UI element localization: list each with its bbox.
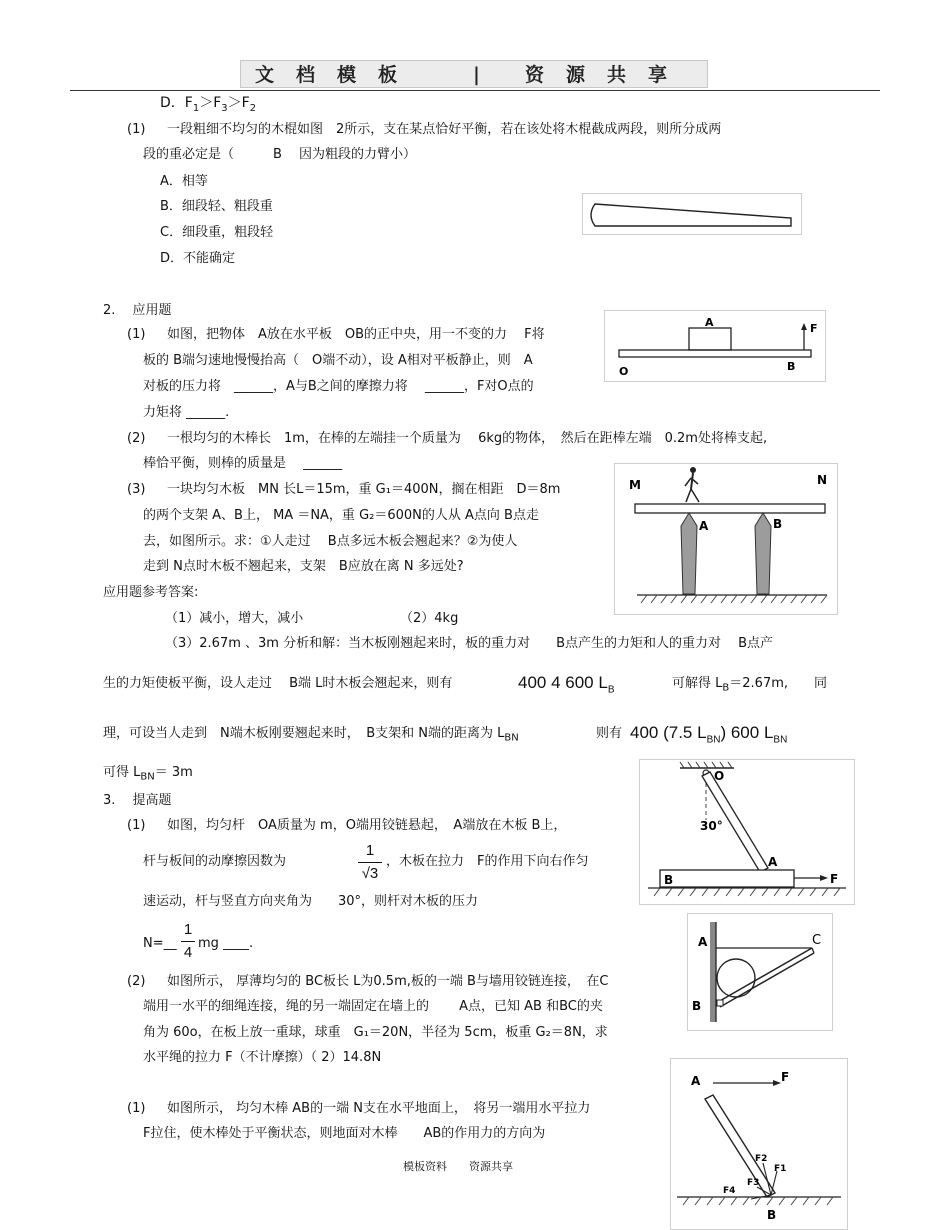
figure-bc-wall: [687, 913, 833, 1031]
s2-answer-3-eq2: [630, 723, 787, 746]
rod-label-o: O: [714, 769, 725, 783]
s1-q1-option-c: C．细段重，粗段轻: [160, 225, 274, 240]
s3-q1-answer-post: mg ____.: [198, 936, 254, 951]
s3-q2-line1: 如图所示， 厚薄均匀的 BC板长 L为0.5m,板的一端 B与墙用铰链连接， 在C: [167, 974, 609, 989]
plank-label-b: B: [773, 517, 783, 531]
ab-label-f4: F4: [723, 1186, 736, 1196]
friction-frac-bar: [358, 862, 382, 863]
friction-fraction: [358, 842, 382, 883]
eq1-sub: B: [607, 684, 615, 696]
s2-answer-3-line4: [103, 765, 193, 784]
s2-q2-num: (2): [127, 431, 146, 446]
answer-fraction: [181, 921, 195, 962]
rod-ab-drawing: [671, 1059, 847, 1229]
line4-sub: BN: [140, 771, 155, 783]
s3-q1-num: (1): [127, 818, 146, 833]
answer-frac-bar: [181, 941, 195, 942]
s2-q1-num: (1): [127, 327, 146, 342]
eq2b-text: ) 600 L: [720, 723, 774, 742]
bc-label-a: A: [698, 935, 708, 949]
prev-option-d: [160, 95, 256, 115]
s2-q1-line1: 如图，把物体 A放在水平板 OB的正中央，用一不变的力 F将: [167, 327, 545, 342]
s3-q2-line4: 水平绳的拉力 F（不计摩擦）（ 2）14.8N: [143, 1050, 382, 1065]
s2-answer-1: （1）减小，增大，减小: [165, 611, 304, 626]
page-footer: 模板资料 资源共享: [403, 1160, 513, 1173]
s3-q1-line2a: 杆与板间的动摩擦因数为: [143, 854, 287, 869]
header-banner: [240, 60, 708, 88]
board-label-o: O: [619, 365, 629, 378]
header-left-text: 文档模板: [255, 64, 420, 86]
s2-q1-line2: 板的 B端匀速地慢慢抬高（ O端不动），设 A相对平板静止，则 A: [143, 353, 533, 368]
s2-answer-3-line1: （3）2.67m 、3m 分析和解：当木板刚翘起来时，板的重力对 B点产生的力矩和人的重力对 B点产: [165, 636, 774, 651]
header-right-text: 资源共享: [525, 64, 690, 86]
s2-q3-line3: 去，如图所示。求：①人走过 B点多远木板会翘起来？②为使人: [143, 534, 518, 549]
figure-board-block: [604, 310, 826, 382]
bc-wall-drawing: [688, 914, 832, 1030]
eq2a-sub: BN: [706, 734, 721, 746]
s1-q1-option-b: B．细段轻、粗段重: [160, 199, 273, 214]
ab-label-f: F: [781, 1070, 790, 1084]
answer-frac-den: 4: [183, 944, 193, 961]
s3-q1-answer-pre: N=__: [143, 936, 177, 951]
rod-label-f: F: [830, 872, 839, 886]
friction-frac-den: √3: [361, 865, 379, 882]
prev-gt2: ＞F: [227, 95, 250, 111]
ab-label-b: B: [767, 1208, 777, 1222]
bc-label-c: C: [812, 933, 822, 948]
s2-q3-line1: 一块均匀木板 MN 长L＝15m，重 G₁＝400N，搁在相距 D＝8m: [167, 482, 561, 497]
s2-answer-3-line2b: [672, 676, 827, 695]
friction-frac-num: 1: [365, 842, 375, 859]
s3-q1-line3: 速运动，杆与竖直方向夹角为 30°，则杆对木板的压力: [143, 894, 479, 909]
s3-q1-line1: 如图，均匀杆 OA质量为 m，O端用铰链悬起， A端放在木板 B上，: [167, 818, 567, 833]
line4b-text: ＝ 3m: [154, 765, 193, 780]
board-label-a: A: [705, 316, 714, 329]
s3-q2-line2: 端用一水平的细绳连接，绳的另一端固定在墙上的 A点，已知 AB 和BC的夹: [143, 999, 603, 1014]
answer-frac-num: 1: [183, 921, 193, 938]
figure-plank-supports: [614, 463, 838, 615]
prev-f1-sub: 1: [192, 102, 200, 114]
rod-label-b: B: [664, 873, 674, 887]
line4-text: 可得 L: [103, 765, 141, 780]
ab-label-f1: F1: [774, 1164, 787, 1174]
s2-q3-line4: 走到 N点时木板不翘起来，支架 B应放在离 N 多远处?: [143, 559, 464, 574]
line2c-text: ＝2.67m, 同: [729, 676, 828, 691]
board-label-f: F: [810, 322, 818, 335]
ab-label-f3: F3: [747, 1178, 760, 1188]
rod-board-drawing: [640, 760, 854, 904]
s2-q2-line2: 棒恰平衡，则棒的质量是 ______: [143, 456, 343, 471]
plank-label-n: N: [817, 473, 828, 487]
prev-f3-sub: 3: [221, 102, 228, 114]
board-label-b: B: [787, 360, 796, 373]
line2b-text: 可解得 L: [672, 676, 723, 691]
header-rule: [70, 90, 880, 91]
s3-q3-line2: F拉住，使木棒处于平衡状态，则地面对木棒 AB的作用力的方向为: [143, 1126, 546, 1141]
s1-q1-option-a: A．相等: [160, 174, 208, 189]
s2-answer-3-line2: 生的力矩使板平衡，设人走过 B端 L时木板会翘起来，则有: [103, 676, 453, 691]
figure-tapered-stick: [582, 193, 802, 235]
s2-answer-2: （2）4kg: [400, 611, 459, 626]
line2b-sub: B: [722, 682, 730, 694]
plank-supports-drawing: [615, 464, 837, 614]
ab-label-a: A: [691, 1074, 701, 1088]
s3-title: 3. 提高题: [103, 793, 172, 808]
prev-option-d-label: D．F: [160, 95, 193, 111]
s1-q1-option-d: D．不能确定: [160, 251, 236, 266]
s3-q2-line3: 角为 60o，在板上放一重球，球重 G₁＝20N，半径为 5cm，板重 G₂＝8N，求: [143, 1025, 608, 1040]
eq1-text: 400 4 600 L: [518, 673, 608, 692]
bc-label-b: B: [692, 999, 702, 1013]
rod-label-a: A: [768, 855, 778, 869]
s2-q3-num: (3): [127, 482, 146, 497]
ab-label-f2: F2: [755, 1154, 768, 1164]
prev-f2-sub: 2: [249, 102, 257, 114]
s2-answer-3-eq1: [518, 673, 614, 696]
s2-q2-line1: 一根均匀的木棒长 1m，在棒的左端挂一个质量为 6kg的物体， 然后在距棒左端 0.2m处将棒支起,: [167, 431, 768, 446]
s1-q1-num: (1): [127, 122, 146, 137]
board-block-drawing: [605, 311, 825, 381]
line3-sub: BN: [504, 732, 519, 744]
s3-q3-line1: 如图所示， 均匀木棒 AB的一端 N支在水平地面上， 将另一端用水平拉力: [167, 1101, 591, 1116]
s3-q2-num: (2): [127, 974, 146, 989]
prev-gt1: ＞F: [199, 95, 222, 111]
s3-q1-line2b: ，木板在拉力 F的作用下向右作匀: [386, 854, 589, 869]
s2-answers-title: 应用题参考答案:: [103, 585, 199, 600]
plank-label-m: M: [629, 478, 641, 492]
figure-rod-board: [639, 759, 855, 905]
header-separator: |: [473, 64, 480, 86]
line3-text: 理，可设当人走到 N端木板刚要翘起来时， B支架和 N端的距离为 L: [103, 726, 505, 741]
plank-label-a: A: [699, 519, 709, 533]
s2-answer-3-line3: [103, 726, 519, 745]
s1-q1-line1: 一段粗细不均匀的木棍如图 2所示，支在某点恰好平衡，若在该处将木棍截成两段，则所分成两: [167, 122, 722, 137]
eq2b-sub: BN: [773, 734, 788, 746]
eq2a-text: 400 (7.5 L: [630, 723, 707, 742]
s2-q1-line3: 对板的压力将 ______，A与B之间的摩擦力将 ______，F对O点的: [143, 379, 534, 394]
s1-q1-line2: 段的重必定是（ B 因为粗段的力臂小）: [143, 147, 417, 162]
rod-label-angle: 30°: [700, 819, 723, 833]
s3-q3-num: (1): [127, 1101, 146, 1116]
s2-title: 2. 应用题: [103, 303, 172, 318]
s2-q1-line4: 力矩将 ______.: [143, 405, 230, 420]
s2-answer-3-line3b: 则有: [596, 726, 623, 741]
s2-q3-line2: 的两个支架 A、B上， MA ＝NA，重 G₂＝600N的人从 A点向 B点走: [143, 508, 539, 523]
figure-rod-ab: [670, 1058, 848, 1230]
tapered-stick-drawing: [583, 194, 801, 234]
